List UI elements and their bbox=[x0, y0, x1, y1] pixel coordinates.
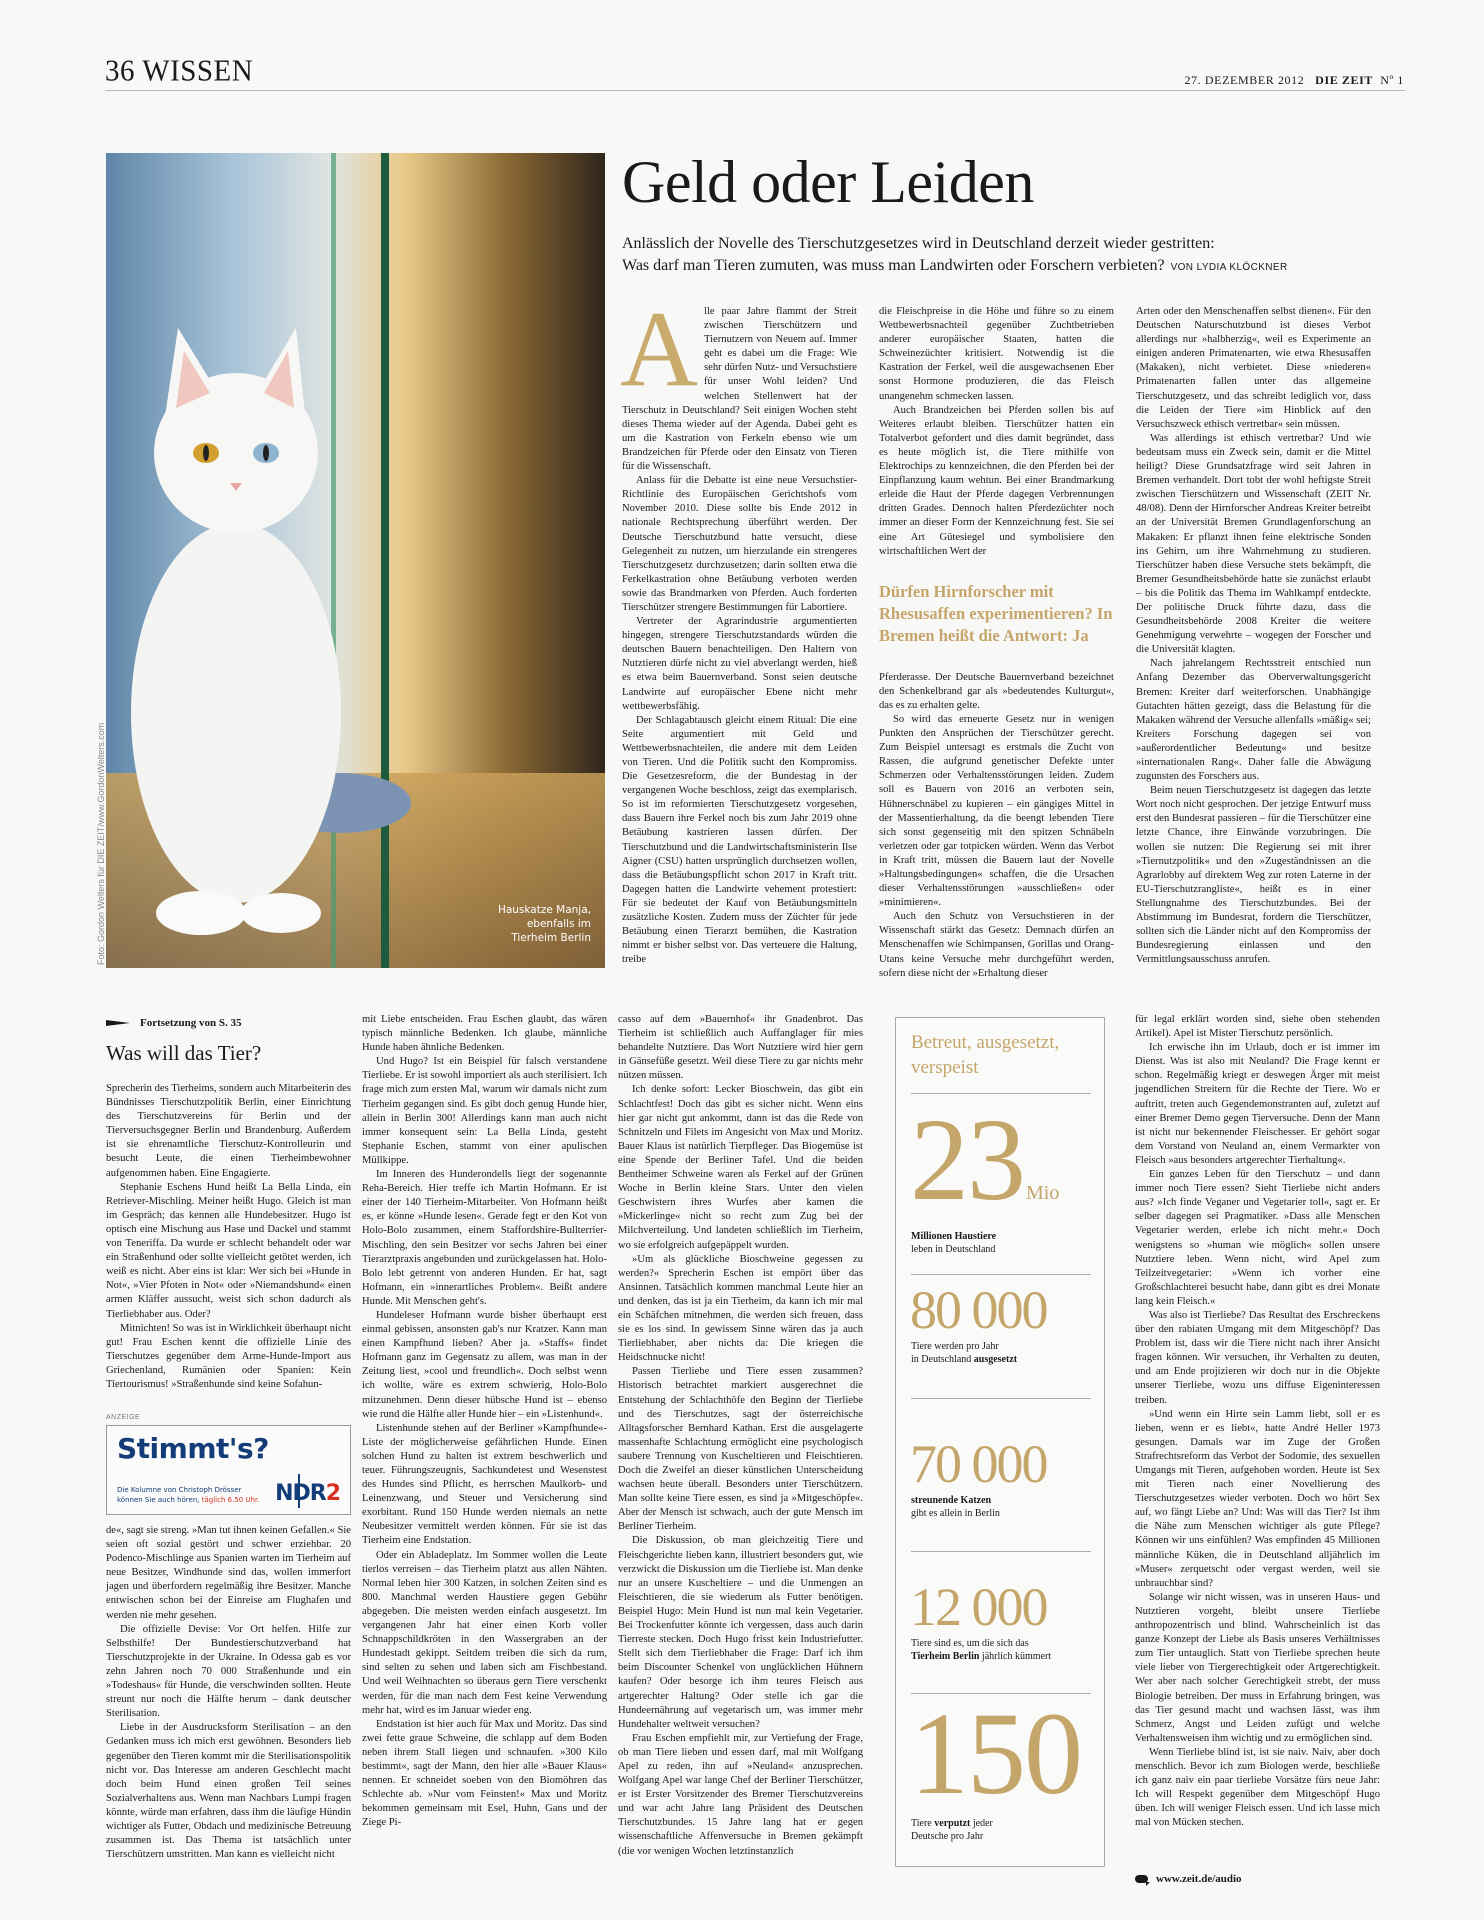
drop-cap: A bbox=[620, 290, 698, 409]
photo-credit: Foto: Gordon Welters für DIE ZEIT/www.GordonWelters.com bbox=[96, 722, 106, 965]
cat-photo bbox=[106, 153, 605, 968]
newspaper-name: DIE ZEIT bbox=[1315, 73, 1373, 87]
stat-description bbox=[911, 1638, 1096, 1663]
issue-date: 27. DEZEMBER 2012 bbox=[1184, 73, 1305, 87]
paragraph: Stephanie Eschens Hund heißt La Bella Linda, ein Retriever-Mischling. Meiner heißt Hugo. Gleich ist man im Gespräch; das kennen alle Hundebesitzer. Hugo ist optisch eine Mischung aus Hase und Dackel und stammt von Teneriffa. Da wurde er schlecht behandelt oder war ein Straßenhund oder sollte vielleicht getötet werden, ich weiß es nicht. Aber eins ist klar: Wer sich bei »Hunde in Not«, »Vier Pfoten in Not« oder »Niemandshund« einen armen Kläffer aussucht, weist sich schon dadurch als Tierliebhaber aus. Oder? bbox=[106, 1181, 351, 1320]
stat-emphasis: streunende Katzen bbox=[911, 1495, 992, 1506]
article-column-3 bbox=[1136, 305, 1371, 967]
paragraph: Mitnichten! So was ist in Wirklichkeit überhaupt nicht gut! Frau Eschen kennt die offizielle Linie des Tierschutzes gegenüber dem Arme-Hunde-Import aus Griechenland, Rumänien oder Spanien: Kein Tiertourismus! »Straßenhunde sind keine Sofahun- bbox=[106, 1322, 351, 1390]
paragraph: Wenn Tierliebe blind ist, ist sie naiv. Naiv, aber doch menschlich. Bevor ich zum Biologen werde, beschließe ich ganz naiv ein paar tierliebe Vorsätze fürs neue Jahr: Ich will Respekt gegenüber dem Mitgeschöpf Hugo üben. Ich will weniger Fleisch essen. Und ich lasse mich mal von Mücken stechen. bbox=[1135, 1746, 1380, 1829]
glass-edge-dark bbox=[381, 153, 389, 968]
paragraph: Ich denke sofort: Lecker Bioschwein, das gibt ein Schlachtfest! Doch das gibt es sicher nicht. Wenn eins hier gar nicht gut ankommt, dann ist das die Rede von Schnitzeln und Filets im Angesicht von Max und Moritz. Bauer Klaus ist natürlich Tierpfleger. Das Biogemüse ist eine Spende der Berliner Tafel. Und die beiden Bentheimer Schweine waren als Ferkel auf der Grünen Woche in Berlin kleine Stars. Unter den vielen Geschwistern ihres Wurfes aber kamen die »Mickerlinge« nicht so recht zum Zug bei der Milchverteilung. Und landeten schließlich im Tierheim, wo sie erfolgreich aufgepäppelt wurden. bbox=[618, 1084, 863, 1251]
paragraph: Oder ein Abladeplatz. Im Sommer wollen die Leute tierlos verreisen – das Tierheim platzt aus allen Nähten. Normal leben hier 300 Katzen, in solchen Zeiten sind es 800. Manchmal werden Haustiere gegen Gebühr abgegeben. Die meisten werden einfach ausgesetzt. Im vergangenen Jahr hat einer einen Korb voller Schnappschildkröten in den Wassergraben an der Hundestadt gekippt. Seitdem treiben die sich da rum, sind selten zu sehen und laben sich am Fischbestand. Und weil Weihnachten so überaus gern Tiere verschenkt werden, für die man nach dem Fest keine Verwendung mehr hat, wird es im Januar wieder eng. bbox=[362, 1549, 607, 1716]
speech-bubble-icon bbox=[1135, 1875, 1148, 1883]
paragraph: Und Hugo? Ist ein Beispiel für falsch verstandene Tierliebe. Er ist sowohl importiert als auch sterilisiert. Ich frage mich zum ersten Mal, warum wir damals nicht zum Tierheim gegangen sind. Es gibt doch genug Hunde hier, allein in Berlin 300! Allerdings kann man auch nicht immer konsequent sein: La Bella Linda, gesteht Stephanie Eschen, stammt von einer apulischen Müllkippe. bbox=[362, 1056, 607, 1166]
stat-text: gibt es allein in Berlin bbox=[911, 1507, 1000, 1519]
paragraph: Anlass für die Debatte ist eine neue Versuchstier-Richtlinie des Europäischen Gerichtshofs vom November 2010. Diese sollte bis Ende 2012 in nationale Rechtsprechung überführt werden. Der Deutsche Tierschutzbund hatte versucht, diese Gelegenheit zu nutzen, um hierzulande ein strengeres Tierschutzgesetz durchzusetzen; darin sollten etwa die Ferkelkastration ohne Betäubung verboten werden sowie das Brandmarken von Pferden. Auch forderten Tierschützer strengere Bestimmungen für Labortiere. bbox=[622, 475, 857, 613]
photo-caption-line-3: Tierheim Berlin bbox=[511, 932, 591, 944]
arrow-icon bbox=[106, 1020, 130, 1026]
paragraph: Ein ganzes Leben für den Tierschutz – und dann immer noch Tiere essen? Sieht Tierliebe nicht anders aus? »Ich finde Veganer und Vegetarier toll«, sagt er. Er selber dagegen sei Pragmatiker. »Dass alle Menschen Vegetarier werden, erlebe ich nicht mehr.« Doch wenigstens so »human wie möglich« sollen unsere Nutztiere leben. Wenn nicht, wird Apel zum Teilzeitvegetarier: »Wenn ich vorher eine Großschlachterei besucht habe, dann gibt es drei Monate lang kein Fleisch.« bbox=[1135, 1169, 1380, 1307]
ad-text: können Sie auch hören, bbox=[117, 1496, 200, 1504]
paragraph: Arten oder den Menschenaffen selbst dienen«. Für den Deutschen Naturschutzbund ist dieses Verbot allerdings nur »halbherzig«, weil es Experimente an einigen anderen Primatenarten, wie etwa Rhesusaffen (Makaken), nicht verbietet. Diese »niederen« Primatenarten fallen unter das allgemeine Tierschutzgesetz, und das schreibt lediglich vor, dass die Leiden der Tiere »im Hinblick auf den Versuchszweck ethisch vertretbar« sein müssen. bbox=[1136, 306, 1371, 430]
stat-text: Tiere werden pro Jahr bbox=[911, 1341, 999, 1352]
stat-text: Deutsche pro Jahr bbox=[911, 1830, 984, 1842]
page-number: 36 bbox=[105, 54, 135, 88]
stat-description bbox=[911, 1341, 1096, 1366]
divider bbox=[911, 1274, 1091, 1275]
paragraph: Hundeleser Hofmann wurde bisher überhaupt erst einmal gebissen, ansonsten gab's nur Kratzer. Kann man einen Kampfhund lieben? Aber ja. »Staffs« findet Hofmann ganz im Gegensatz zu allem, was man in der Zeitung liest, »cool und freundlich«. Doch selbst wenn ich wollte, wäre es extrem schwierig, Holo-Bolo mitzunehmen. Denn dieser hübsche Hund ist – ebenso wie rund die Hälfte aller Hunde hier – ein »Listenhund«. bbox=[362, 1309, 607, 1420]
glass-edge bbox=[331, 153, 336, 968]
divider bbox=[911, 1551, 1091, 1552]
issue-info bbox=[1184, 73, 1404, 88]
paragraph: Was allerdings ist ethisch vertretbar? Und wie bedeutsam muss ein Zweck sein, damit er die Mittel heiligt? Diese Grundsatzfrage wird seit Jahren in Bremen verhandelt. Dort tobt der wohl heftigste Streit zwischen Tierschützern und Wissenschaft (ZEIT Nr. 48/08). Denn der Hirnforscher Andreas Kreiter betreibt an der Universität Bremen Grundlagenforschung an Makaken: Er pflanzt ihnen feine elektrische Sonden ins Gehirn, um ihre Wahrnehmung zu studieren. Tierschützer haben diese Versuche stets bekämpft, die Bremer Gesundheitsbehörde hatte sie zunächst erlaubt – bis die Politik das Thema im Wahlkampf entdeckte. Der politische Druck führte dazu, dass die Gesundheitsbehörde 2008 Kreiter die weitere Genehmigung verwehrte – wogegen der Forscher und die Universität klagten. bbox=[1136, 432, 1371, 656]
stat-value: 80 000 bbox=[910, 1280, 1047, 1340]
article-column-2 bbox=[879, 305, 1114, 981]
stat-text: Tiere sind es, um die sich das bbox=[911, 1638, 1029, 1649]
paragraph: Im Inneren des Hunderondells liegt der sogenannte Reha-Bereich. Hier treffe ich Martin Hofmann. Er ist einer der 140 Tierheim-Mitarbeiter. Von Hofmann heißt es, er könne »Hunde lesen«. Gerade fegt er den Kot von Holo-Bolo zusammen, einem Staffordshire-Bullterrier-Mischling, den sein Besitzer vor sechs Jahren bei einer Tierarztpraxis angebunden und zurückgelassen hat. Holo-Bolo lebt getrennt von anderen Hunden. Er hat, sagt Hofmann, ein »innerartliches Problem«. Beißt andere Hunde. Mit Menschen geht's. bbox=[362, 1169, 607, 1307]
paragraph: Ich erwische ihn im Urlaub, doch er ist immer im Dienst. Was ist also mit Neuland? Die Frage kennt er schon. Regelmäßig kriegt er deswegen Ärger mit meist jugendlichen Streitern für die Rechte der Tiere. Wo er auftritt, treten auch Gegendemonstranten auf, zuletzt auf einer Bremer Demo gegen Tierversuche. Denn der Mann ist nicht nur bekennender Fleischesser. Er gehört sogar dem Vorstand von Neuland an, einem Vermarkter von Fleisch »aus besonders artgerechter Tierhaltung«. bbox=[1135, 1042, 1380, 1166]
photo-caption-line-1: Hauskatze Manja, bbox=[497, 904, 591, 916]
page-section-header bbox=[105, 55, 253, 87]
section-name: WISSEN bbox=[142, 54, 254, 88]
continuation-note[interactable] bbox=[106, 1017, 241, 1029]
ndr2-logo bbox=[275, 1481, 340, 1506]
stat-emphasis: Tierheim Berlin bbox=[911, 1650, 980, 1662]
stat-text: in Deutschland bbox=[911, 1353, 972, 1365]
paragraph: Passen Tierliebe und Tiere essen zusammen? Historisch betrachtet markiert ausgerechnet die Entstehung der Schlachthöfe den Beginn der Tierliebe und des Tierschutzes, sagt der österreichische Alltagsforscher Bernhard Kathan. Erst die ausgelagerte massenhafte Schlachtung ermöglicht eine psychologisch saubere Trennung von Kuscheltieren und Fleischtieren. Doch die Zweifel an dieser künstlichen Unterscheidung wachsen heute überall. Besonders unter Tierschützern. Man sollte keine Tiere essen, es sind ja »Mitgeschöpfe«. Aber der Mensch ist schwach, auch der gute Mensch im Berliner Tierheim. bbox=[618, 1366, 863, 1533]
stat-unit: Mio bbox=[1026, 1182, 1060, 1204]
audio-url: www.zeit.de/audio bbox=[1156, 1873, 1242, 1885]
header-rule bbox=[105, 90, 1405, 91]
paragraph: Der Schlagabtausch gleicht einem Ritual: Die eine Seite argumentiert mit Geld und Wettbewerbsnachteilen, die andere mit dem Leiden von Tieren. Und die Politik sucht den Kompromiss. Die Gesetzesreform, die der Bundestag in der vergangenen Woche beschloss, zeigt das exemplarisch. So ist im reformierten Tierschutzgesetz vorgesehen, dass Bauern ihre Ferkel noch bis zum Jahr 2019 ohne Betäubung kastrieren lassen dürfen. Der Tierschutzbund und die Landwirtschaftsministerin Ilse Aigner (CSU) hatten ursprünglich durchsetzen wollen, dass die Betäubungspflicht schon 2017 in Kraft tritt. Dagegen hatten die Landwirte vehement protestiert: Für sie bedeutet der Kauf von Betäubungsmitteln zusätzliche Kosten. Zudem muss der Züchter für jede Betäubung einen Tierarzt bemühen, die Kastration nimmt er bisher selbst vor. Das verteuere die Haltung, treibe bbox=[622, 714, 857, 966]
advertisement[interactable] bbox=[106, 1425, 351, 1515]
stat-emphasis: Millionen Haustiere bbox=[911, 1231, 997, 1242]
subtitle-line-2: Was darf man Tieren zumuten, was muss man Landwirten oder Forschern verbieten? bbox=[622, 257, 1165, 274]
divider bbox=[911, 1398, 1091, 1399]
stat-text: jeder bbox=[972, 1818, 993, 1829]
stat-text: Tiere bbox=[911, 1818, 932, 1829]
paragraph: de«, sagt sie streng. »Man tut ihnen keinen Gefallen.« Sie seien oft sozial gestört und schwer erziehbar. 20 Podenco-Mischlinge aus Spanien warten im Tierheim auf neue Besitzer, Windhunde sind das, wollen immerfort jagen und überfordern regelmäßig ihre Besitzer. Manche entwischen schon bei der Einreise am Flughafen und werden nie mehr gesehen. bbox=[106, 1525, 351, 1621]
paragraph: casso auf dem »Bauernhof« ihr Gnadenbrot. Das Tierheim ist schließlich auch Auffanglager für mies behandelte Nutztiere. Das Wort Nutztiere wird hier gern in Gänsefüße gesetzt. Weil diese Tiere zu gar nichts mehr nützen müssen. bbox=[618, 1014, 863, 1082]
ad-title: Stimmt's? bbox=[117, 1432, 269, 1465]
stat-number: 23 bbox=[910, 1094, 1024, 1225]
paragraph: Die offizielle Devise: Vor Ort helfen. Hilfe zur Selbsthilfe! Der Bundestierschutzverband hat Tierschutzprojekte in der Ukraine. In Odessa gab es vor zehn Jahren noch 70 000 Straßenhunde und ein »Todeshaus« für Hunde, die verschwinden sollten. Heute streunt nur noch die Hälfte herum – dank deutscher Sterilisation. bbox=[106, 1623, 351, 1720]
byline: VON LYDIA KLÖCKNER bbox=[1170, 262, 1288, 273]
statistics-box bbox=[895, 1017, 1105, 1867]
stat-emphasis: ausgesetzt bbox=[973, 1353, 1018, 1365]
stat-description bbox=[911, 1818, 1096, 1843]
paragraph: »Und wenn ein Hirte sein Lamm liebt, soll er es lieben, wenn er es liebt«, hatte André Heller 1973 gesungen. Damals war im Zuge der Großen Strafrechtsreform das Verbot der Sodomie, des sexuellen Umgangs mit Tieren, aufgehoben worden. Heute ist Sex mit Tieren nach einer Novellierung des Tierschutzgesetzes wieder verboten. Doch wo hört Sex auf, wo fängt Liebe an? Und: Was will das Tier? Ist ihm die Nähe zum Menschen wichtiger als gute Pflege? Können wir uns einfühlen? Was empfinden 45 Millionen männliche Küken, die in Deutschland alljährlich im »Muser« zerquetscht oder vergast werden, weil sie unbrauchbar sind? bbox=[1135, 1408, 1380, 1589]
photo-caption-line-2: ebenfalls im bbox=[526, 918, 591, 930]
stat-description bbox=[911, 1495, 1096, 1520]
statistics-box-title: Betreut, ausgesetzt, verspeist bbox=[911, 1032, 1060, 1078]
paragraph: Liebe in der Ausdrucksform Sterilisation – an den Gedanken muss ich mich erst gewöhnen. Besonders lieb gegenüber den Tieren kommt mir die Sterilisationspolitik nicht vor. Das Interesse am anderen Geschlecht macht doch beim Hund einen großen Teil seines Sozialverhaltens aus. Wenn man Nachbars Lumpi fragen könnte, würde man erfahren, dass ihm die läufige Hündin wichtiger als Futter, Obdach und medizinische Betreuung zusammen ist. Das Thema ist tatsächlich unter Tierschützern umstritten. Man kann es vielleicht nicht bbox=[106, 1722, 351, 1861]
second-column-1-top bbox=[106, 1082, 351, 1392]
article-column-1 bbox=[620, 290, 857, 967]
paragraph: Frau Eschen empfiehlt mir, zur Vertiefung der Frage, ob man Tiere lieben und essen darf, mal mit Wolfgang Apel zu reden, ihn auf »Neuland« anzusprechen. Wolfgang Apel war lange Chef der Berliner Tierschützer, er ist Erster Vorsitzender des Bremer Tierschutzvereins und war acht Jahre lang Präsident des Deutschen Tierschutzbundes. 15 Jahre lang hat er gegen wissenschaftliche Affenversuche in Bremen gekämpft (die vor wenigen Wochen letztinstanzlich bbox=[618, 1732, 863, 1857]
paragraph: Was also ist Tierliebe? Das Resultat des Erschreckens über den rabiaten Umgang mit dem Mitgeschöpf? Das Problem ist, dass wir die Tiere nicht nach ihrer Ansicht fragen können. Wir versuchen, ihr Verhalten zu deuten, und am Ende projizieren wir doch nur in die Objekte unserer Tierliebe, wozu uns diffuse Eigeninteressen treiben. bbox=[1135, 1309, 1380, 1406]
second-column-5 bbox=[1135, 1013, 1380, 1830]
paragraph bbox=[620, 290, 857, 474]
paragraph: Auch den Schutz von Versuchstieren in der Wissenschaft stärkt das Gesetz: Demnach dürfen an Menschenaffen wie Schimpansen, Gorillas und Orang-Utans keine Versuche mehr durchgeführt werden, sofern diese nicht der »Erhaltung dieser bbox=[879, 911, 1114, 979]
paragraph: mit Liebe entscheiden. Frau Eschen glaubt, das wären typisch männliche Bedenken. Ich glaube, männliche Hunde haben ähnliche Bedenken. bbox=[362, 1014, 607, 1054]
stat-value: 12 000 bbox=[910, 1577, 1047, 1637]
paragraph-text: lle paar Jahre flammt der Streit zwischen Tierschützern und Tiernutzern von Neuem auf. Immer geht es dabei um die Frage: Wie sehr dürfen Nutz- und Versuchstiere für unser Wohl leiden? Und welchen Stellenwert hat der Tierschutz in Deutschland? Seit einigen Wochen steht dieses Thema wieder auf der Agenda. Dabei geht es um die Kastration von Ferkeln ebenso wie um Brandzeichen für Pferde oder den Einsatz von Tieren für die Wissenschaft. bbox=[622, 306, 857, 473]
continuation-text: Fortsetzung von S. 35 bbox=[140, 1017, 242, 1029]
second-column-1-bottom bbox=[106, 1524, 351, 1862]
article-subtitle bbox=[622, 233, 1362, 279]
second-column-3 bbox=[618, 1013, 863, 1859]
cat-photo-illustration bbox=[106, 153, 605, 968]
stat-description bbox=[911, 1231, 1096, 1256]
issue-number: Nº 1 bbox=[1380, 73, 1404, 87]
second-column-2 bbox=[362, 1013, 607, 1830]
ndr-logo-text: NDR bbox=[275, 1481, 326, 1506]
stat-value: 70 000 bbox=[910, 1434, 1047, 1494]
paragraph: Endstation ist hier auch für Max und Moritz. Das sind zwei fette graue Schweine, die schlapp auf dem Boden neben ihrem Stall liegen und schnaufen. »300 Kilo bestimmt«, sagt der Mann, den hier alle »Bauer Klaus« nennen. Er schneidet soeben von den Biomöhren das Schlechte ab. »Nur vom Feinsten!« Max und Moritz bekommen gemeinsam mit Esel, Huhn, Gans und der Ziege Pi- bbox=[362, 1718, 607, 1829]
stat-text: jährlich kümmert bbox=[981, 1650, 1052, 1662]
ad-text-line-1: Die Kolumne von Christoph Drösser bbox=[117, 1486, 242, 1494]
white-cat bbox=[131, 328, 341, 935]
paragraph: »Um als glückliche Bioschweine gegessen zu werden?« Sprecherin Eschen ist empört über das Ansinnen. Tatsächlich kommen manchmal Leute hier an und denken, das ist ja ein Tierheim, da kann ich mir mal ein Schäfchen mitnehmen, die werden sich freuen, dass sie es los sind. In gewissem Sinne wären das ja auch Tierliebhaber, aber nichts da: Die kriegen die Heidschnucke nicht! bbox=[618, 1253, 863, 1364]
pull-quote: Dürfen Hirnforscher mit Rhesusaffen experimentieren? In Bremen heißt die Antwort: Ja bbox=[879, 581, 1113, 645]
paragraph: Nach jahrelangem Rechtsstreit entschied nun Anfang Dezember das Oberverwaltungsgericht Bremen: Kreiter darf weiterforschen. Unabhängige Gutachten hätten gezeigt, dass die Belastung für die Makaken während der Versuche allenfalls »mäßig« sei; Kreiters Forschung dagegen sei von »außerordentlicher Bedeutung« und besitze »internationalen Rang«. Daher falle die Abwägung zugunsten des Forschers aus. bbox=[1136, 658, 1371, 783]
paragraph: für legal erklärt worden sind, siehe oben stehenden Artikel). Apel ist Mister Tierschutz persönlich. bbox=[1135, 1014, 1380, 1040]
paragraph: Sprecherin des Tierheims, sondern auch Mitarbeiterin des Bündnisses Tierschutzpolitik Berlin, einer Einrichtung des Tierschutzvereins für Berlin und der Tierversuchsgegner Berlin und Brandenburg. Außerdem ist sie ehrenamtliche Tierschutz-Kontrolleurin und besucht Leute, die einen Tierheimbewohner aufgenommen haben. Eine Engagierte. bbox=[106, 1083, 351, 1179]
paragraph: Die Diskussion, ob man gleichzeitig Tiere und Fleischgerichte lieben kann, illustriert besonders gut, wie verzwickt die Diskussion um die Tierliebe ist. Man denke nur an unsere Kuscheltiere – und die Unmengen an Fleischtieren, die sie wiederum als Futter benötigen. Beispiel Hugo: Mein Hund ist nun mal kein Vegetarier. Bei Trockenfutter könnte ich vergessen, dass auch darin Tierreste stecken. Doch Hugo frisst kein Industriefutter. Stellt sich dem Tierliebhaber die Frage: Darf ich ihm beim Discounter Schenkel von unglücklichen Hühnern kaufen? Oder besorge ich ihm teures Fleisch aus artgerechter Haltung? Oder stelle ich gar die Hundeernährung auf vegetarisch um, was immer mehr Hundehalter weltweit versuchen? bbox=[618, 1535, 863, 1730]
paragraph: Solange wir nicht wissen, was in unseren Haus- und Nutztieren vorgeht, bleibt unsere Tierliebe anthropozentrisch und blind. Wahrscheinlich ist das ganze Konzept der Liebe als Basis unseres Verhältnisses zum Tier untauglich. Statt von Tierliebe sprechen heute viele lieber von Tiergerechtigkeit oder Artgerechtigkeit. Wer aber nach solcher Gerechtigkeit strebt, der muss Biologie betreiben. Der muss in Erfahrung bringen, was das Tier gesund macht und wachsen lässt, was ihm Schmerz, Angst und Leiden zufügt und welche Verhaltensweisen ihm wichtig und zu ermöglichen sind. bbox=[1135, 1591, 1380, 1744]
ad-text-line-2 bbox=[117, 1496, 259, 1504]
article-title: Geld oder Leiden bbox=[622, 149, 1034, 215]
paragraph: Listenhunde stehen auf der Berliner »Kampfhunde«-Liste der möglicherweise gefährlichen Hunde. Einen solchen Hund zu halten ist extrem beschwerlich und teuer. Führungszeugnis, Sachkundetest und Wesenstest des Hundes sind Pflicht, es herrschen Maulkorb- und Leinenzwang, und Steuer und Versicherung sind exorbitant. Rund 150 Hunde werden niemals an nette Neubesitzer vermittelt werden können. Für sie ist das Tierheim eine Endstation. bbox=[362, 1422, 607, 1547]
ad-broadcast-time: täglich 6.50 Uhr. bbox=[201, 1496, 260, 1504]
paragraph: So wird das erneuerte Gesetz nur in wenigen Punkten den Ansprüchen der Tierschützer gerecht. Zum Beispiel untersagt es erstmals die Zucht von Rassen, die aufgrund genetischer Defekte unter Schmerzen oder Verhaltensstörungen leiden. Zudem soll es Bauern von 2016 an verboten sein, Hühnerschnäbel zu kupieren – ein gängiges Mittel in der Massentierhaltung, da die beengt lebenden Tiere sich sonst gegenseitig mit den spitzen Schnäbeln verletzen oder gar totpicken würden. Wenn das Verbot in Kraft tritt, müssen die Bauern laut der Novelle »Haltungsbedingungen« schaffen, die die Ursachen dieser Verhaltensstörungen »ausschließen« oder »minimieren«. bbox=[879, 713, 1114, 909]
stat-emphasis: verputzt bbox=[934, 1818, 971, 1829]
subtitle-line-1: Anlässlich der Novelle des Tierschutzgesetzes wird in Deutschland derzeit wieder gestritten: bbox=[622, 235, 1215, 252]
second-article-title: Was will das Tier? bbox=[106, 1041, 262, 1065]
paragraph: Vertreter der Agrarindustrie argumentierten hingegen, strengere Tierschutzstandards würden die deutschen Bauern benachteiligen. Den Haltern von Nutztieren dürfe nicht zu viel abverlangt werden, hieß es etwa beim Bauernverband. Sonst seien deutsche Landwirte auf europäischer Ebene nicht mehr wettbewerbsfähig. bbox=[622, 616, 857, 712]
paragraph: Pferderasse. Der Deutsche Bauernverband bezeichnet den Schenkelbrand gar als »bedeutendes Kulturgut«, das es zu erhalten gelte. bbox=[879, 671, 1114, 711]
paragraph: Auch Brandzeichen bei Pferden sollen bis auf Weiteres erlaubt bleiben. Tierschützer hatten ein Totalverbot gefordert und dies damit begründet, dass es heute möglich ist, die Tiere mithilfe von Elektrochips zu kennzeichnen, die den Pferden bei der Einpflanzung kaum wehtun. Bei einer Brandmarkung erleide die Haut der Pferde dagegen Verbrennungen dritten Grades. Dennoch halten Pferdezüchter noch immer an dieser Form der Kennzeichnung fest. Sie sei eine Art Gütesiegel und symbolisiere den wirtschaftlichen Wert der bbox=[879, 404, 1114, 557]
paragraph: Beim neuen Tierschutzgesetz ist dagegen das letzte Wort noch nicht gesprochen. Der jetzige Entwurf muss erst den Bundesrat passieren – für die Tierschützer eine letzte Chance, ihre Einwände vorzubringen. Die wollen sie nutzen: Die Regierung sei mit ihrer »Tiernutzpolitik« und den »Zugeständnissen an die Agrarlobby auf direktem Weg zur roten Laterne in der EU-Tierschutzrangliste«, heißt es in einer Stellungnahme des Tierschutzbundes. Bei der Abstimmung im Bundesrat, fordern die Tierschützer, sollten sich die Länder nicht auf den Kompromiss der Bundesregierung einlassen und den Vermittlungsausschuss anrufen. bbox=[1136, 785, 1371, 966]
paragraph: die Fleischpreise in die Höhe und führe so zu einem Wettbewerbsnachteil gegenüber Zuchtbetrieben anderer europäischer Staaten, hatten die Schweinezüchter kritisiert. Notwendig ist die Kastration der Ferkel, weil die ausgewachsenen Eber sonst Hormone produzieren, die das Fleisch unangenehm schmecken lassen. bbox=[879, 306, 1114, 402]
ad-label: ANZEIGE bbox=[106, 1414, 141, 1421]
stat-value: 150 bbox=[910, 1688, 1081, 1819]
ndr-logo-number: 2 bbox=[325, 1481, 340, 1506]
audio-link[interactable] bbox=[1135, 1873, 1242, 1885]
stat-text: leben in Deutschland bbox=[911, 1243, 996, 1255]
